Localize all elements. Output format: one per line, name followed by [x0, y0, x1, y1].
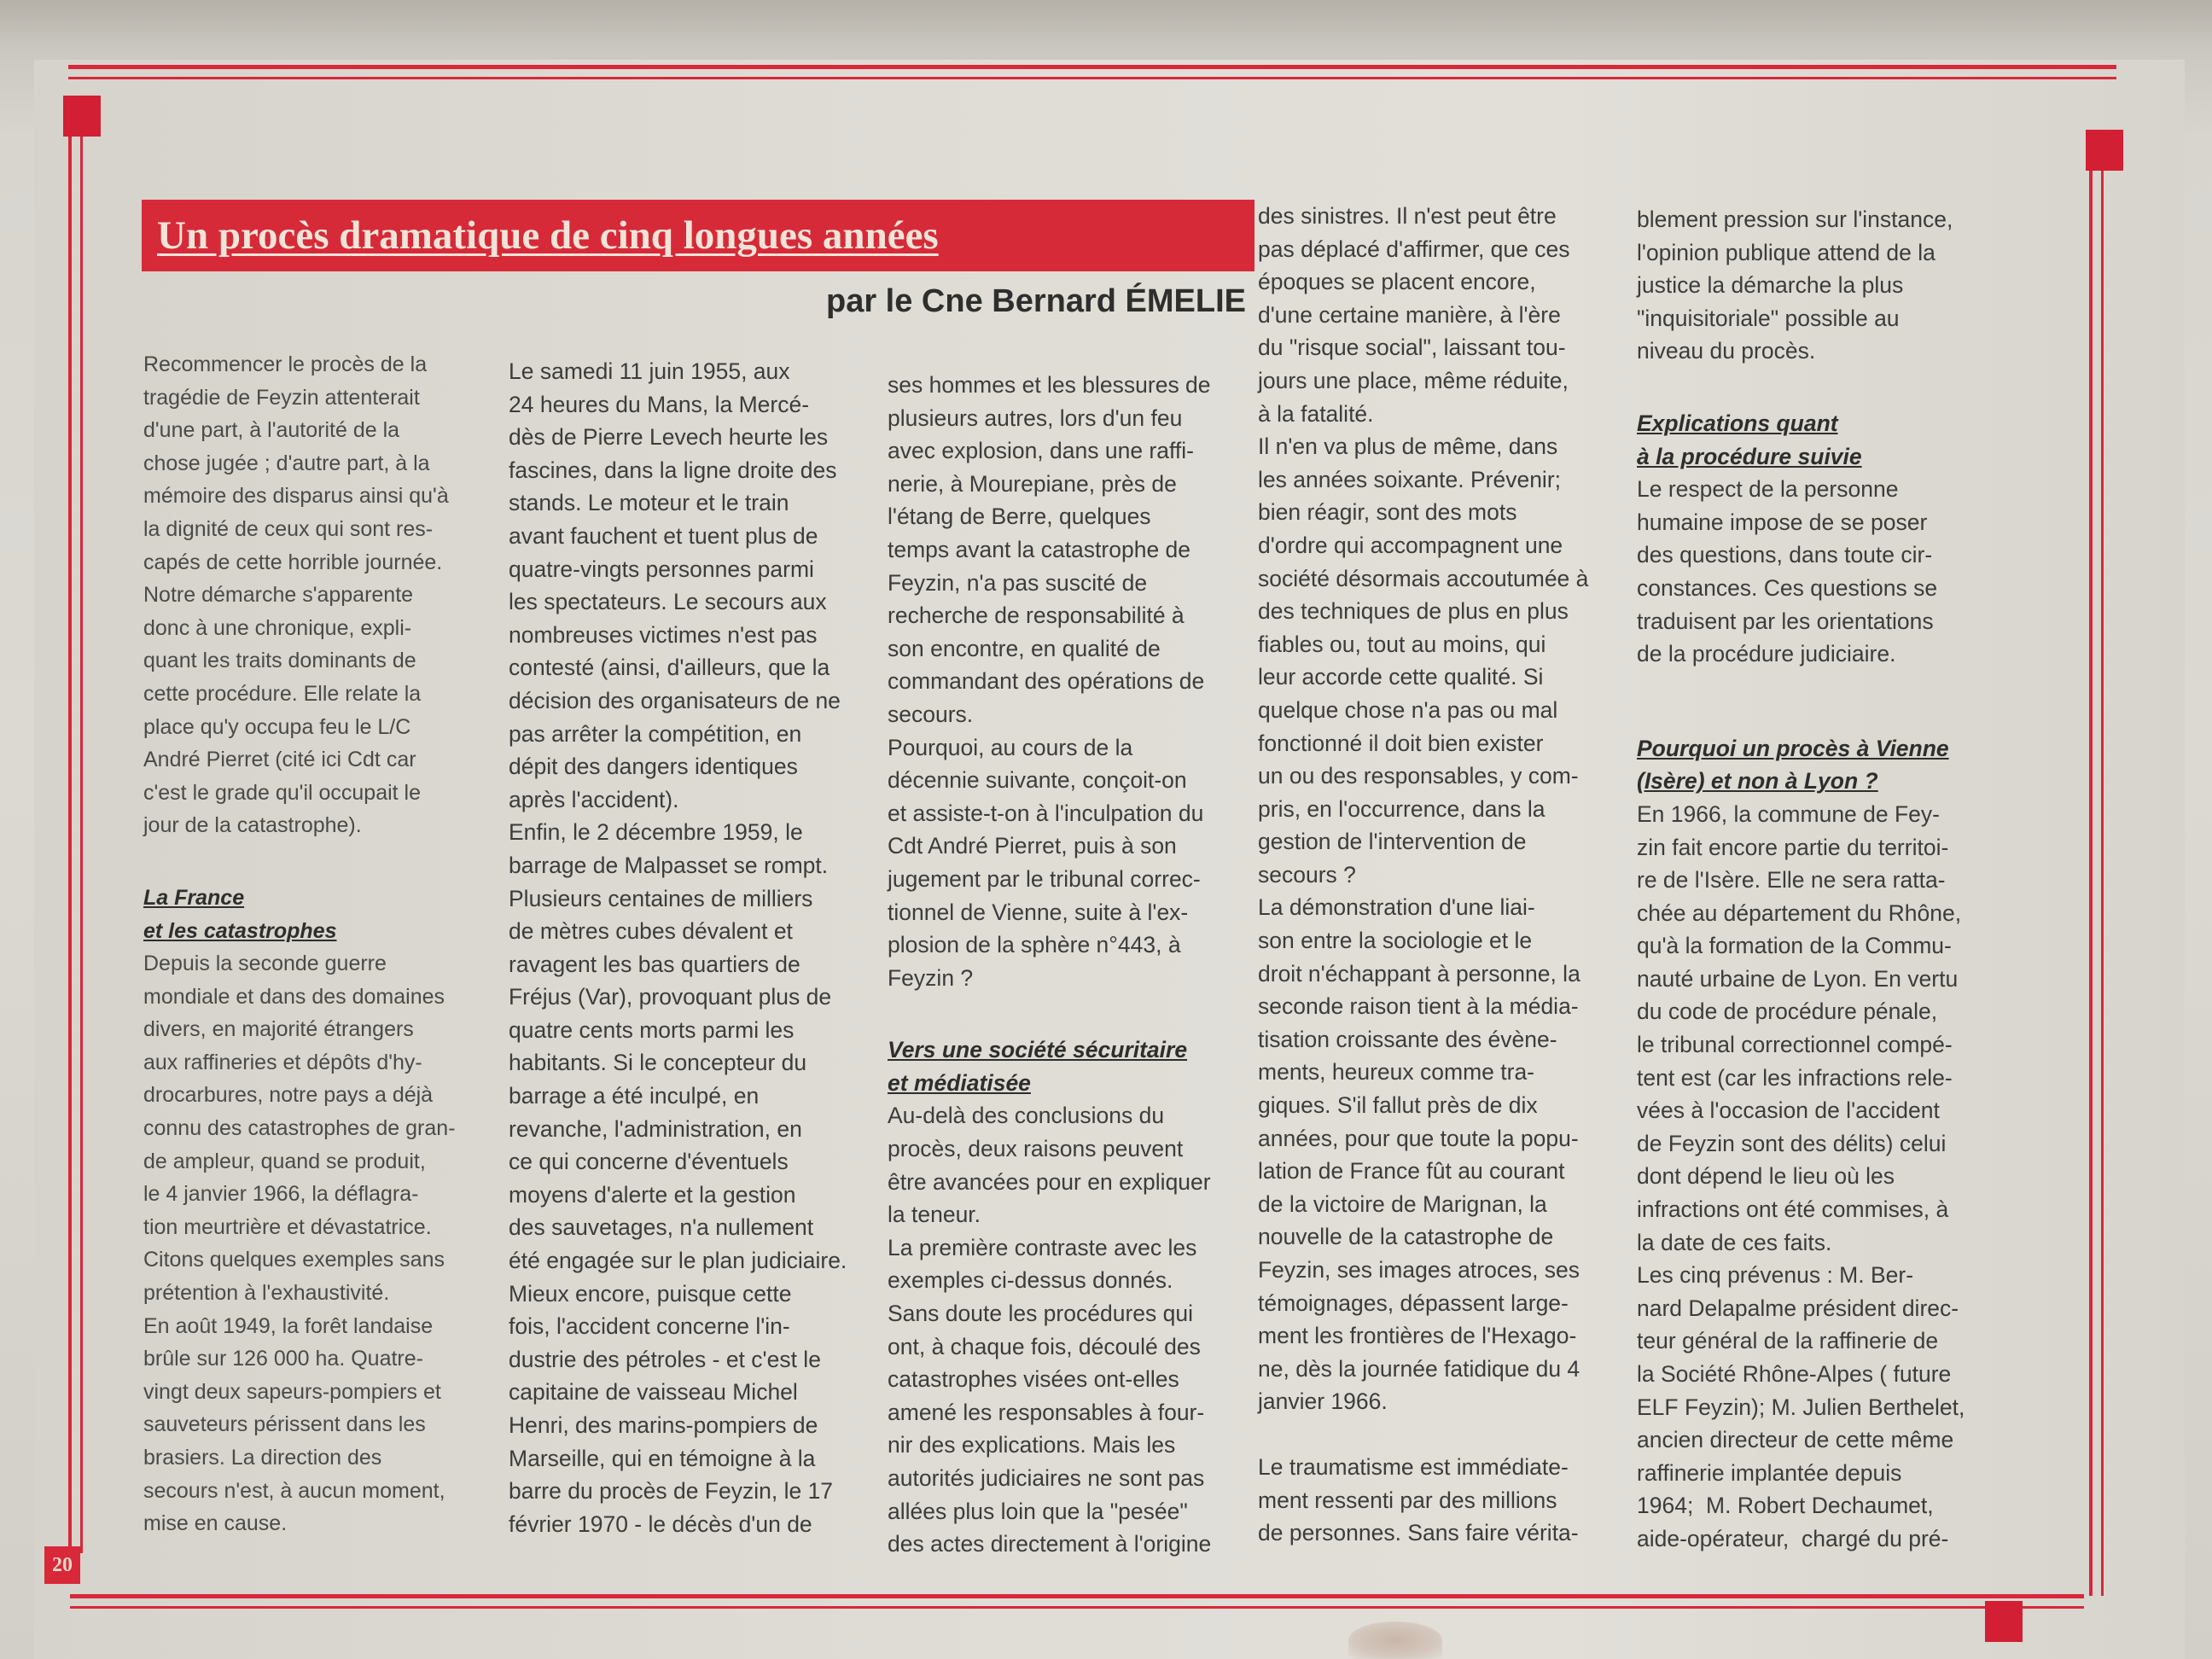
text-line: son entre la sociologie et le: [1258, 928, 1533, 954]
col5-paragraph-a: [1637, 203, 2046, 368]
text-line: des sinistres. Il n'est peut être: [1258, 203, 1557, 229]
text-line: La démonstration d'une liai-: [1258, 894, 1535, 921]
column-3: [888, 369, 1254, 1561]
text-line: stands. Le moteur et le train: [509, 490, 789, 516]
heading-line: Explications quant: [1637, 410, 1838, 436]
text-line: la Société Rhône-Alpes ( future: [1637, 1361, 1952, 1387]
text-line: tent est (car les infractions rele-: [1637, 1064, 1953, 1091]
heading-line: La France: [143, 885, 245, 910]
text-line: traduisent par les orientations: [1637, 608, 1934, 634]
col1-heading: [143, 882, 485, 947]
text-line: les spectateurs. Le secours aux: [509, 589, 827, 615]
text-line: raffinerie implantée depuis: [1637, 1459, 1902, 1486]
text-line: son encontre, en qualité de: [888, 635, 1161, 661]
text-line: fascines, dans la ligne droite des: [509, 457, 837, 483]
text-line: la dignité de ceux qui sont res-: [143, 516, 434, 541]
text-line: contesté (ainsi, d'ailleurs, que la: [509, 655, 830, 681]
text-line: amené les responsables à four-: [888, 1399, 1205, 1425]
col1-paragraph-intro: [143, 348, 485, 842]
text-line: témoignages, dépassent large-: [1258, 1289, 1569, 1316]
text-line: jugement par le tribunal correc-: [888, 865, 1201, 892]
heading-line: Vers une société sécuritaire: [888, 1037, 1188, 1063]
text-line: ELF Feyzin); M. Julien Berthelet,: [1637, 1394, 1965, 1420]
text-line: cette procédure. Elle relate la: [143, 681, 422, 706]
text-line: ce qui concerne d'éventuels: [509, 1149, 789, 1175]
text-line: secours ?: [1258, 861, 1356, 888]
frame-corner-bottom-right: [1985, 1601, 2023, 1642]
text-line: aux raffineries et dépôts d'hy-: [143, 1050, 422, 1074]
frame-right-rule-outer: [2089, 145, 2093, 1596]
text-line: humaine impose de se poser: [1637, 509, 1928, 535]
text-line: procès, deux raisons peuvent: [888, 1136, 1184, 1162]
col3-paragraph-a: [888, 369, 1254, 994]
text-line: exemples ci-dessus donnés.: [888, 1267, 1173, 1294]
title-bar: [142, 200, 1254, 271]
text-line: autorités judiciaires ne sont pas: [888, 1465, 1205, 1491]
text-line: décennie suivante, conçoit-on: [888, 767, 1187, 794]
text-line: Citons quelques exemples sans: [143, 1248, 445, 1272]
text-line: ments, heureux comme tra-: [1258, 1059, 1535, 1086]
text-line: prétention à l'exhaustivité.: [143, 1281, 390, 1306]
text-line: un ou des responsables, y com-: [1258, 763, 1579, 789]
column-2: [509, 355, 867, 1540]
text-line: zin fait encore partie du territoi-: [1637, 834, 1949, 860]
text-line: jours une place, même réduite,: [1258, 367, 1569, 393]
column-4: [1258, 200, 1659, 1550]
text-line: Au-delà des conclusions du: [888, 1103, 1165, 1129]
text-line: d'ordre qui accompagnent une: [1258, 532, 1563, 558]
text-line: tragédie de Feyzin attenterait: [143, 385, 420, 410]
text-line: le 4 janvier 1966, la déflagra-: [143, 1182, 419, 1207]
text-line: André Pierret (cité ici Cdt car: [143, 748, 416, 772]
heading-line: Pourquoi un procès à Vienne: [1637, 735, 1949, 761]
text-line: février 1970 - le décès d'un de: [509, 1511, 812, 1537]
text-line: à la fatalité.: [1258, 400, 1374, 427]
heading-line: et les catastrophes: [143, 918, 337, 943]
text-line: habitants. Si le concepteur du: [509, 1050, 807, 1076]
page-number: 20: [44, 1546, 80, 1584]
text-line: d'une certaine manière, à l'ère: [1258, 301, 1561, 328]
text-line: giques. S'il fallut près de dix: [1258, 1092, 1538, 1119]
text-line: Marseille, qui en témoigne à la: [509, 1445, 816, 1471]
text-line: revanche, l'administration, en: [509, 1115, 802, 1142]
text-line: Le samedi 11 juin 1955, aux: [509, 358, 790, 384]
frame-bottom-rule-outer: [70, 1594, 2084, 1598]
text-line: qu'à la formation de la Commu-: [1637, 933, 1952, 959]
frame-corner-top-right: [2086, 130, 2123, 171]
text-line: être avancées pour en expliquer: [888, 1168, 1211, 1195]
text-line: du code de procédure pénale,: [1637, 998, 1938, 1025]
frame-right-rule-inner: [2101, 145, 2104, 1596]
text-line: de la procédure judiciaire.: [1637, 641, 1896, 667]
text-line: Le traumatisme est immédiate-: [1258, 1453, 1569, 1480]
text-line: l'étang de Berre, quelques: [888, 504, 1151, 530]
text-line: dont dépend le lieu où les: [1637, 1163, 1895, 1190]
text-line: infractions ont été commises, à: [1637, 1196, 1949, 1223]
text-line: connu des catastrophes de gran-: [143, 1116, 456, 1141]
text-line: jour de la catastrophe).: [143, 813, 362, 838]
heading-line: à la procédure suivie: [1637, 443, 1862, 469]
text-line: barre du procès de Feyzin, le 17: [509, 1478, 834, 1505]
text-line: nard Delapalme président direc-: [1637, 1295, 1959, 1321]
text-line: et assiste-t-on à l'inculpation du: [888, 800, 1204, 826]
text-line: En août 1949, la forêt landaise: [143, 1313, 434, 1338]
text-line: chose jugée ; d'autre part, à la: [143, 451, 430, 475]
text-line: janvier 1966.: [1258, 1388, 1388, 1415]
text-line: quelque chose n'a pas ou mal: [1258, 696, 1558, 723]
text-line: pas arrêter la compétition, en: [509, 720, 802, 747]
text-line: "inquisitoriale" possible au: [1637, 305, 1900, 331]
text-line: avant fauchent et tuent plus de: [509, 522, 818, 549]
text-line: leur accorde cette qualité. Si: [1258, 664, 1544, 690]
text-line: de mètres cubes dévalent et: [509, 918, 793, 945]
text-line: avec explosion, dans une raffi-: [888, 438, 1194, 464]
text-line: brasiers. La direction des: [143, 1446, 382, 1470]
col5-heading-vienne: [1637, 732, 2046, 798]
text-line: dépit des dangers identiques: [509, 754, 798, 780]
text-line: secours n'est, à aucun moment,: [143, 1478, 445, 1503]
text-line: La première contraste avec les: [888, 1234, 1197, 1260]
text-line: dustrie des pétroles - et c'est le: [509, 1346, 821, 1372]
text-line: tion meurtrière et dévastatrice.: [143, 1214, 432, 1239]
col3-heading: [888, 1033, 1254, 1099]
text-line: la teneur.: [888, 1202, 981, 1228]
text-line: pas déplacé d'affirmer, que ces: [1258, 236, 1570, 262]
text-line: allées plus loin que la "pesée": [888, 1498, 1188, 1524]
text-line: 1964; M. Robert Dechaumet,: [1637, 1493, 1934, 1519]
text-line: plusieurs autres, lors d'un feu: [888, 405, 1183, 431]
text-line: secours.: [888, 701, 974, 727]
text-line: blement pression sur l'instance,: [1637, 207, 1953, 232]
col5-paragraph-b: [1637, 473, 2046, 671]
text-line: En 1966, la commune de Fey-: [1637, 800, 1940, 827]
text-line: des questions, dans toute cir-: [1637, 542, 1933, 568]
column-1: [143, 348, 485, 1540]
text-line: tisation croissante des évène-: [1258, 1026, 1557, 1052]
text-line: chée au département du Rhône,: [1637, 899, 1962, 926]
frame-top-rule-inner: [68, 77, 2116, 79]
column-5: [1637, 203, 2046, 1556]
text-line: société désormais accoutumée à: [1258, 565, 1589, 591]
text-line: catastrophes visées ont-elles: [888, 1366, 1179, 1393]
frame-bottom-rule-inner: [70, 1606, 2084, 1609]
text-line: re de l'Isère. Elle ne sera ratta-: [1637, 867, 1946, 894]
text-line: quatre cents morts parmi les: [509, 1016, 795, 1043]
text-line: du "risque social", laissant tou-: [1258, 335, 1566, 361]
text-line: fiables ou, tout au moins, qui: [1258, 631, 1546, 657]
text-line: plosion de la sphère n°443, à: [888, 932, 1181, 958]
text-line: années, pour que toute la popu-: [1258, 1125, 1579, 1151]
text-line: de Feyzin sont des délits) celui: [1637, 1130, 1947, 1156]
text-line: seconde raison tient à la média-: [1258, 993, 1579, 1020]
text-line: des techniques de plus en plus: [1258, 598, 1569, 625]
text-line: époques se placent encore,: [1258, 269, 1536, 295]
text-line: nerie, à Mourepiane, près de: [888, 470, 1177, 497]
text-line: divers, en majorité étrangers: [143, 1017, 414, 1042]
finger-shadow: [1348, 1621, 1442, 1659]
col2-paragraphs: [509, 355, 867, 1540]
text-line: la date de ces faits.: [1637, 1229, 1832, 1255]
text-line: donc à une chronique, expli-: [143, 615, 412, 640]
text-line: Henri, des marins-pompiers de: [509, 1412, 818, 1438]
text-line: Feyzin, ses images atroces, ses: [1258, 1257, 1580, 1283]
text-line: barrage de Malpasset se rompt.: [509, 852, 829, 878]
text-line: ne, dès la journée fatidique du 4: [1258, 1355, 1580, 1382]
text-line: recherche de responsabilité à: [888, 602, 1185, 629]
text-line: nir des explications. Mais les: [888, 1432, 1176, 1458]
text-line: pris, en l'occurrence, dans la: [1258, 795, 1545, 822]
frame-top-rule-outer: [68, 65, 2116, 69]
text-line: lation de France fût au courant: [1258, 1158, 1565, 1185]
text-line: quant les traits dominants de: [143, 649, 416, 673]
text-line: ses hommes et les blessures de: [888, 372, 1211, 398]
text-line: Feyzin, n'a pas suscité de: [888, 569, 1148, 596]
text-line: nombreuses victimes n'est pas: [509, 621, 818, 648]
col5-paragraph-c: [1637, 798, 2046, 1556]
text-line: capés de cette horrible journée.: [143, 550, 443, 574]
text-line: ont, à chaque fois, découlé des: [888, 1333, 1201, 1359]
col1-paragraph-catastrophes: [143, 947, 485, 1540]
text-line: place qu'y occupa feu le L/C: [143, 714, 411, 739]
text-line: Pourquoi, au cours de la: [888, 734, 1133, 760]
text-line: des sauvetages, n'a nullement: [509, 1214, 814, 1241]
text-line: d'une part, à l'autorité de la: [143, 418, 400, 443]
text-line: barrage a été inculpé, en: [509, 1083, 760, 1109]
text-line: brûle sur 126 000 ha. Quatre-: [143, 1347, 423, 1371]
text-line: ment ressenti par des millions: [1258, 1487, 1557, 1513]
text-line: Mieux encore, puisque cette: [509, 1280, 792, 1307]
text-line: nauté urbaine de Lyon. En vertu: [1637, 965, 1959, 992]
text-line: été engagée sur le plan judiciaire.: [509, 1248, 847, 1274]
text-line: Cdt André Pierret, puis à son: [888, 833, 1177, 859]
text-line: quatre-vingts personnes parmi: [509, 556, 814, 582]
text-line: mondiale et dans des domaines: [143, 984, 445, 1009]
text-line: de la victoire de Marignan, la: [1258, 1190, 1547, 1217]
text-line: Depuis la seconde guerre: [143, 952, 387, 976]
article-byline: par le Cne Bernard ÉMELIE: [825, 283, 1246, 319]
text-line: sauveteurs périssent dans les: [143, 1412, 426, 1437]
text-line: Les cinq prévenus : M. Ber-: [1637, 1262, 1914, 1289]
text-line: moyens d'alerte et la gestion: [509, 1181, 796, 1208]
text-line: niveau du procès.: [1637, 338, 1816, 364]
text-line: de personnes. Sans faire vérita-: [1258, 1520, 1579, 1546]
text-line: justice la démarche la plus: [1637, 272, 1904, 299]
text-line: Sans doute les procédures qui: [888, 1301, 1193, 1327]
text-line: dès de Pierre Levech heurte les: [509, 424, 829, 451]
col5-heading-procedure: [1637, 407, 2046, 473]
heading-line: (Isère) et non à Lyon ?: [1637, 768, 1878, 795]
text-line: fonctionné il doit bien exister: [1258, 730, 1544, 756]
text-line: aide-opérateur, chargé du pré-: [1637, 1525, 1949, 1551]
text-line: constances. Ces questions se: [1637, 574, 1938, 601]
text-line: temps avant la catastrophe de: [888, 536, 1191, 562]
text-line: vingt deux sapeurs-pompiers et: [143, 1379, 441, 1404]
text-line: Recommencer le procès de la: [143, 352, 428, 376]
article-title: Un procès dramatique de cinq longues années: [157, 213, 939, 258]
heading-line: et médiatisée: [888, 1069, 1031, 1096]
text-line: droit n'échappant à personne, la: [1258, 960, 1580, 987]
text-line: 24 heures du Mans, la Mercé-: [509, 391, 810, 417]
text-line: teur général de la raffinerie de: [1637, 1328, 1939, 1354]
text-line: commandant des opérations de: [888, 668, 1205, 695]
text-line: ancien directeur de cette même: [1637, 1427, 1954, 1453]
text-line: tionnel de Vienne, suite à l'ex-: [888, 899, 1189, 925]
text-line: gestion de l'intervention de: [1258, 829, 1527, 855]
text-line: les années soixante. Prévenir;: [1258, 466, 1562, 492]
text-line: fois, l'accident concerne l'in-: [509, 1313, 790, 1340]
text-line: Il n'en va plus de même, dans: [1258, 434, 1558, 460]
text-line: Fréjus (Var), provoquant plus de: [509, 984, 832, 1010]
text-line: Plusieurs centaines de milliers: [509, 885, 813, 911]
frame-left-rule-outer: [68, 102, 72, 1553]
text-line: après l'accident).: [509, 786, 679, 812]
frame-corner-top-left: [63, 96, 101, 137]
text-line: capitaine de vaisseau Michel: [509, 1379, 798, 1406]
text-line: drocarbures, notre pays a déjà: [143, 1083, 434, 1108]
text-line: vées à l'occasion de l'accident: [1637, 1097, 1940, 1124]
text-line: Le respect de la personne: [1637, 476, 1899, 503]
col4-paragraph-a: [1258, 200, 1659, 1418]
text-line: mémoire des disparus ainsi qu'à: [143, 484, 449, 509]
frame-left-rule-inner: [80, 102, 83, 1553]
text-line: bien réagir, sont des mots: [1258, 499, 1517, 526]
text-line: nouvelle de la catastrophe de: [1258, 1224, 1554, 1250]
text-line: des actes directement à l'origine: [888, 1531, 1212, 1557]
col3-paragraph-b: [888, 1099, 1254, 1560]
col4-paragraph-b: [1258, 1451, 1659, 1550]
text-line: Notre démarche s'apparente: [143, 583, 414, 608]
text-line: le tribunal correctionnel compé-: [1637, 1032, 1953, 1058]
text-line: décision des organisateurs de ne: [509, 687, 841, 713]
text-line: Enfin, le 2 décembre 1959, le: [509, 819, 803, 846]
text-line: Feyzin ?: [888, 964, 974, 991]
text-line: ment les frontières de l'Hexago-: [1258, 1323, 1577, 1349]
text-line: l'opinion publique attend de la: [1637, 239, 1936, 265]
text-line: ravagent les bas quartiers de: [509, 951, 800, 977]
text-line: c'est le grade qu'il occupait le: [143, 780, 422, 805]
text-line: de ampleur, quand se produit,: [143, 1149, 426, 1173]
text-line: mise en cause.: [143, 1511, 288, 1536]
